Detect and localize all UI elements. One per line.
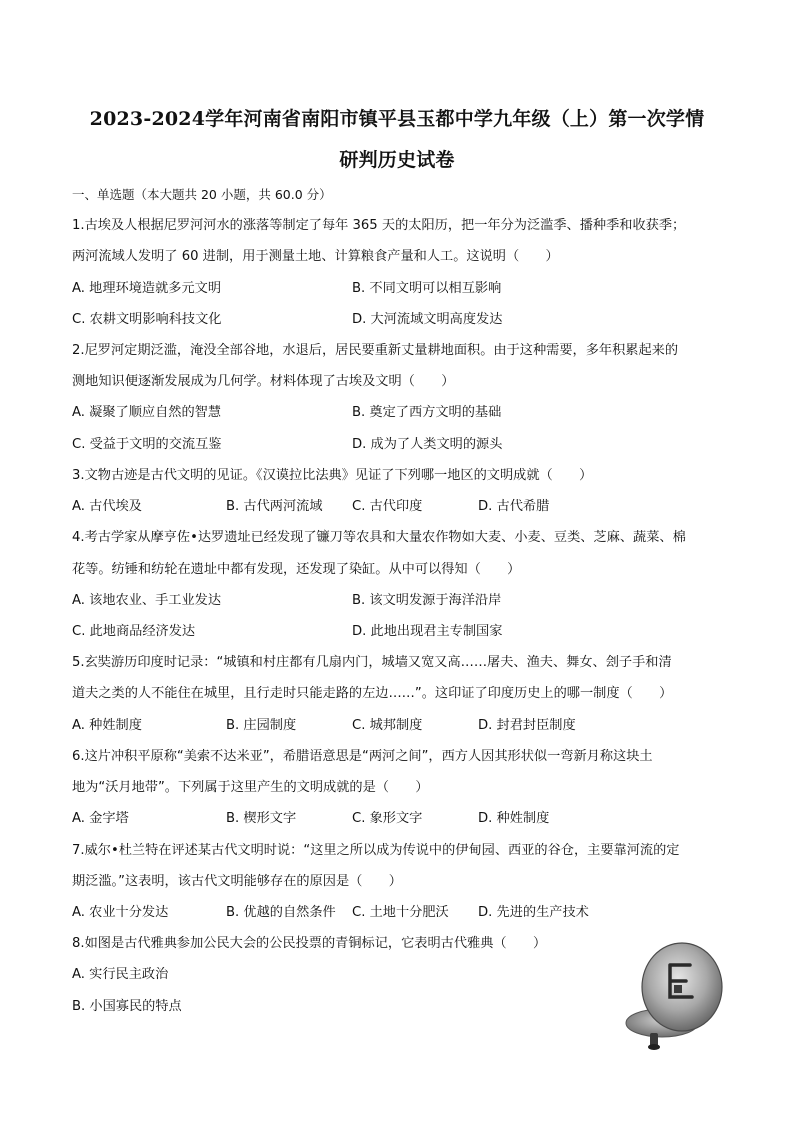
exam-title-line-1: 2023-2024学年河南省南阳市镇平县玉都中学九年级（上）第一次学情 bbox=[89, 108, 705, 130]
question-3-option-c: C. 古代印度 bbox=[352, 499, 423, 514]
question-1-line-2: 两河流域人发明了 60 进制，用于测量土地、计算粮食产量和人工。这说明（ ） bbox=[72, 249, 559, 264]
question-1-option-b: B. 不同文明可以相互影响 bbox=[352, 281, 502, 296]
exam-title-line-2: 研判历史试卷 bbox=[339, 149, 455, 171]
question-5-option-b: B. 庄园制度 bbox=[226, 718, 297, 733]
question-1-line-1: 1.古埃及人根据尼罗河河水的涨落等制定了每年 365 天的太阳历，把一年分为泛滥季、播种季和收获季； bbox=[72, 218, 686, 233]
question-3-line-1: 3.文物古迹是古代文明的见证。《汉谟拉比法典》见证了下列哪一地区的文明成就（ ） bbox=[72, 468, 593, 483]
question-5-option-d: D. 封君封臣制度 bbox=[478, 718, 576, 733]
question-1-option-d: D. 大河流域文明高度发达 bbox=[352, 312, 503, 327]
section-heading: 一、单选题（本大题共 20 小题，共 60.0 分） bbox=[72, 187, 332, 202]
question-2-line-2: 测地知识便逐渐发展成为几何学。材料体现了古埃及文明（ ） bbox=[72, 374, 455, 389]
question-2-option-b: B. 奠定了西方文明的基础 bbox=[352, 405, 502, 420]
question-4-option-d: D. 此地出现君主专制国家 bbox=[352, 624, 503, 639]
bronze-voting-token-image bbox=[620, 935, 725, 1055]
question-1-option-c: C. 农耕文明影响科技文化 bbox=[72, 312, 222, 327]
question-5-option-a: A. 种姓制度 bbox=[72, 718, 142, 733]
question-7-option-d: D. 先进的生产技术 bbox=[478, 905, 589, 920]
question-2-line-1: 2.尼罗河定期泛滥，淹没全部谷地，水退后，居民要重新丈量耕地面积。由于这种需要，多年积累起来的 bbox=[72, 343, 679, 358]
question-8-option-b: B. 小国寡民的特点 bbox=[72, 999, 182, 1014]
question-7-option-a: A. 农业十分发达 bbox=[72, 905, 169, 920]
question-3-option-d: D. 古代希腊 bbox=[478, 499, 550, 514]
question-3-option-b: B. 古代两河流域 bbox=[226, 499, 323, 514]
question-4-option-b: B. 该文明发源于海洋沿岸 bbox=[352, 593, 502, 608]
question-7-option-b: B. 优越的自然条件 bbox=[226, 905, 336, 920]
question-4-line-2: 花等。纺锤和纺轮在遗址中都有发现，还发现了染缸。从中可以得知（ ） bbox=[72, 562, 521, 577]
question-4-line-1: 4.考古学家从摩亨佐•达罗遗址已经发现了镰刀等农具和大量农作物如大麦、小麦、豆类、芝麻、蔬菜、棉 bbox=[72, 530, 686, 545]
question-4-option-c: C. 此地商品经济发达 bbox=[72, 624, 196, 639]
question-6-line-2: 地为“沃月地带”。下列属于这里产生的文明成就的是（ ） bbox=[72, 780, 429, 795]
question-7-option-c: C. 土地十分肥沃 bbox=[352, 905, 449, 920]
question-2-option-a: A. 凝聚了顺应自然的智慧 bbox=[72, 405, 222, 420]
question-7-line-2: 期泛滥。”这表明，该古代文明能够存在的原因是（ ） bbox=[72, 874, 402, 889]
question-2-option-c: C. 受益于文明的交流互鉴 bbox=[72, 437, 222, 452]
question-6-option-a: A. 金字塔 bbox=[72, 811, 129, 826]
question-5-line-2: 道夫之类的人不能住在城里，且行走时只能走路的左边……”。这印证了印度历史上的哪一制度（ ） bbox=[72, 686, 673, 701]
question-7-line-1: 7.威尔•杜兰特在评述某古代文明时说：“这里之所以成为传说中的伊甸园、西亚的谷仓，主要靠河流的定 bbox=[72, 843, 680, 858]
question-6-option-c: C. 象形文字 bbox=[352, 811, 423, 826]
question-6-line-1: 6.这片冲积平原称“美索不达米亚”，希腊语意思是“两河之间”，西方人因其形状似一弯新月称这块土 bbox=[72, 749, 653, 764]
question-4-option-a: A. 该地农业、手工业发达 bbox=[72, 593, 222, 608]
question-5-line-1: 5.玄奘游历印度时记录：“城镇和村庄都有几扇内门，城墙又宽又高……屠夫、渔夫、舞女、刽子手和清 bbox=[72, 655, 672, 670]
question-6-option-b: B. 楔形文字 bbox=[226, 811, 297, 826]
question-6-option-d: D. 种姓制度 bbox=[478, 811, 550, 826]
question-8-line-1: 8.如图是古代雅典参加公民大会的公民投票的青铜标记，它表明古代雅典（ ） bbox=[72, 936, 547, 951]
question-5-option-c: C. 城邦制度 bbox=[352, 718, 423, 733]
question-3-option-a: A. 古代埃及 bbox=[72, 499, 142, 514]
question-8-option-a: A. 实行民主政治 bbox=[72, 967, 169, 982]
question-2-option-d: D. 成为了人类文明的源头 bbox=[352, 437, 503, 452]
question-1-option-a: A. 地理环境造就多元文明 bbox=[72, 281, 222, 296]
